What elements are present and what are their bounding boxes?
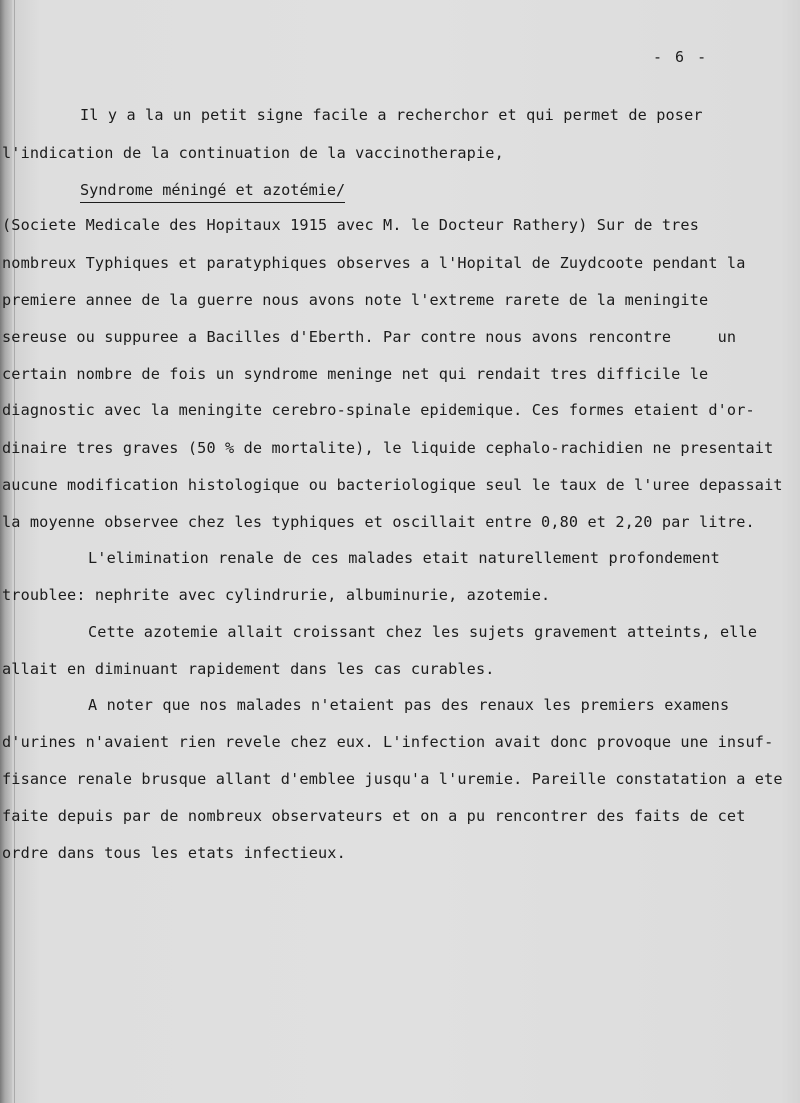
text-line: nombreux Typhiques et paratyphiques observes a l'Hopital de Zuydcoote pendant la (2, 254, 746, 272)
text-line: A noter que nos malades n'etaient pas des renaux les premiers examens (88, 696, 730, 714)
text-line: troublee: nephrite avec cylindrurie, albuminurie, azotemie. (2, 586, 551, 604)
text-line: (Societe Medicale des Hopitaux 1915 avec M. le Docteur Rathery) Sur de tres (2, 216, 700, 234)
text-line: Cette azotemie allait croissant chez les sujets gravement atteints, elle (88, 623, 758, 641)
text-line: diagnostic avec la meningite cerebro-spinale epidemique. Ces formes etaient d'or- (2, 401, 755, 419)
text-line: dinaire tres graves (50 % de mortalite), le liquide cephalo-rachidien ne presentait (2, 439, 774, 457)
text-line: aucune modification histologique ou bacteriologique seul le taux de l'uree depassait (2, 476, 783, 494)
text-line: Il y a la un petit signe facile a recherchor et qui permet de poser (80, 106, 703, 124)
page-number: - 6 - (653, 48, 709, 66)
text-line: sereuse ou suppuree a Bacilles d'Eberth. Par contre nous avons rencontre un (2, 328, 737, 346)
text-line: d'urines n'avaient rien revele chez eux. L'infection avait donc provoque une insuf- (2, 733, 774, 751)
binding-shadow-line (14, 0, 15, 1103)
text-line: ordre dans tous les etats infectieux. (2, 844, 346, 862)
section-heading: Syndrome méningé et azotémie/ (80, 180, 345, 203)
text-line: certain nombre de fois un syndrome meninge net qui rendait tres difficile le (2, 365, 709, 383)
text-line: premiere annee de la guerre nous avons note l'extreme rarete de la meningite (2, 291, 709, 309)
text-line: faite depuis par de nombreux observateurs et on a pu rencontrer des faits de cet (2, 807, 746, 825)
text-line: l'indication de la continuation de la vaccinotherapie, (2, 144, 504, 162)
text-line: allait en diminuant rapidement dans les cas curables. (2, 660, 495, 678)
text-line: la moyenne observee chez les typhiques et oscillait entre 0,80 et 2,20 par litre. (2, 513, 755, 531)
text-line: fisance renale brusque allant d'emblee jusqu'a l'uremie. Pareille constatation a ete (2, 770, 783, 788)
text-line: L'elimination renale de ces malades etait naturellement profondement (88, 549, 720, 567)
binding-edge (0, 0, 12, 1103)
